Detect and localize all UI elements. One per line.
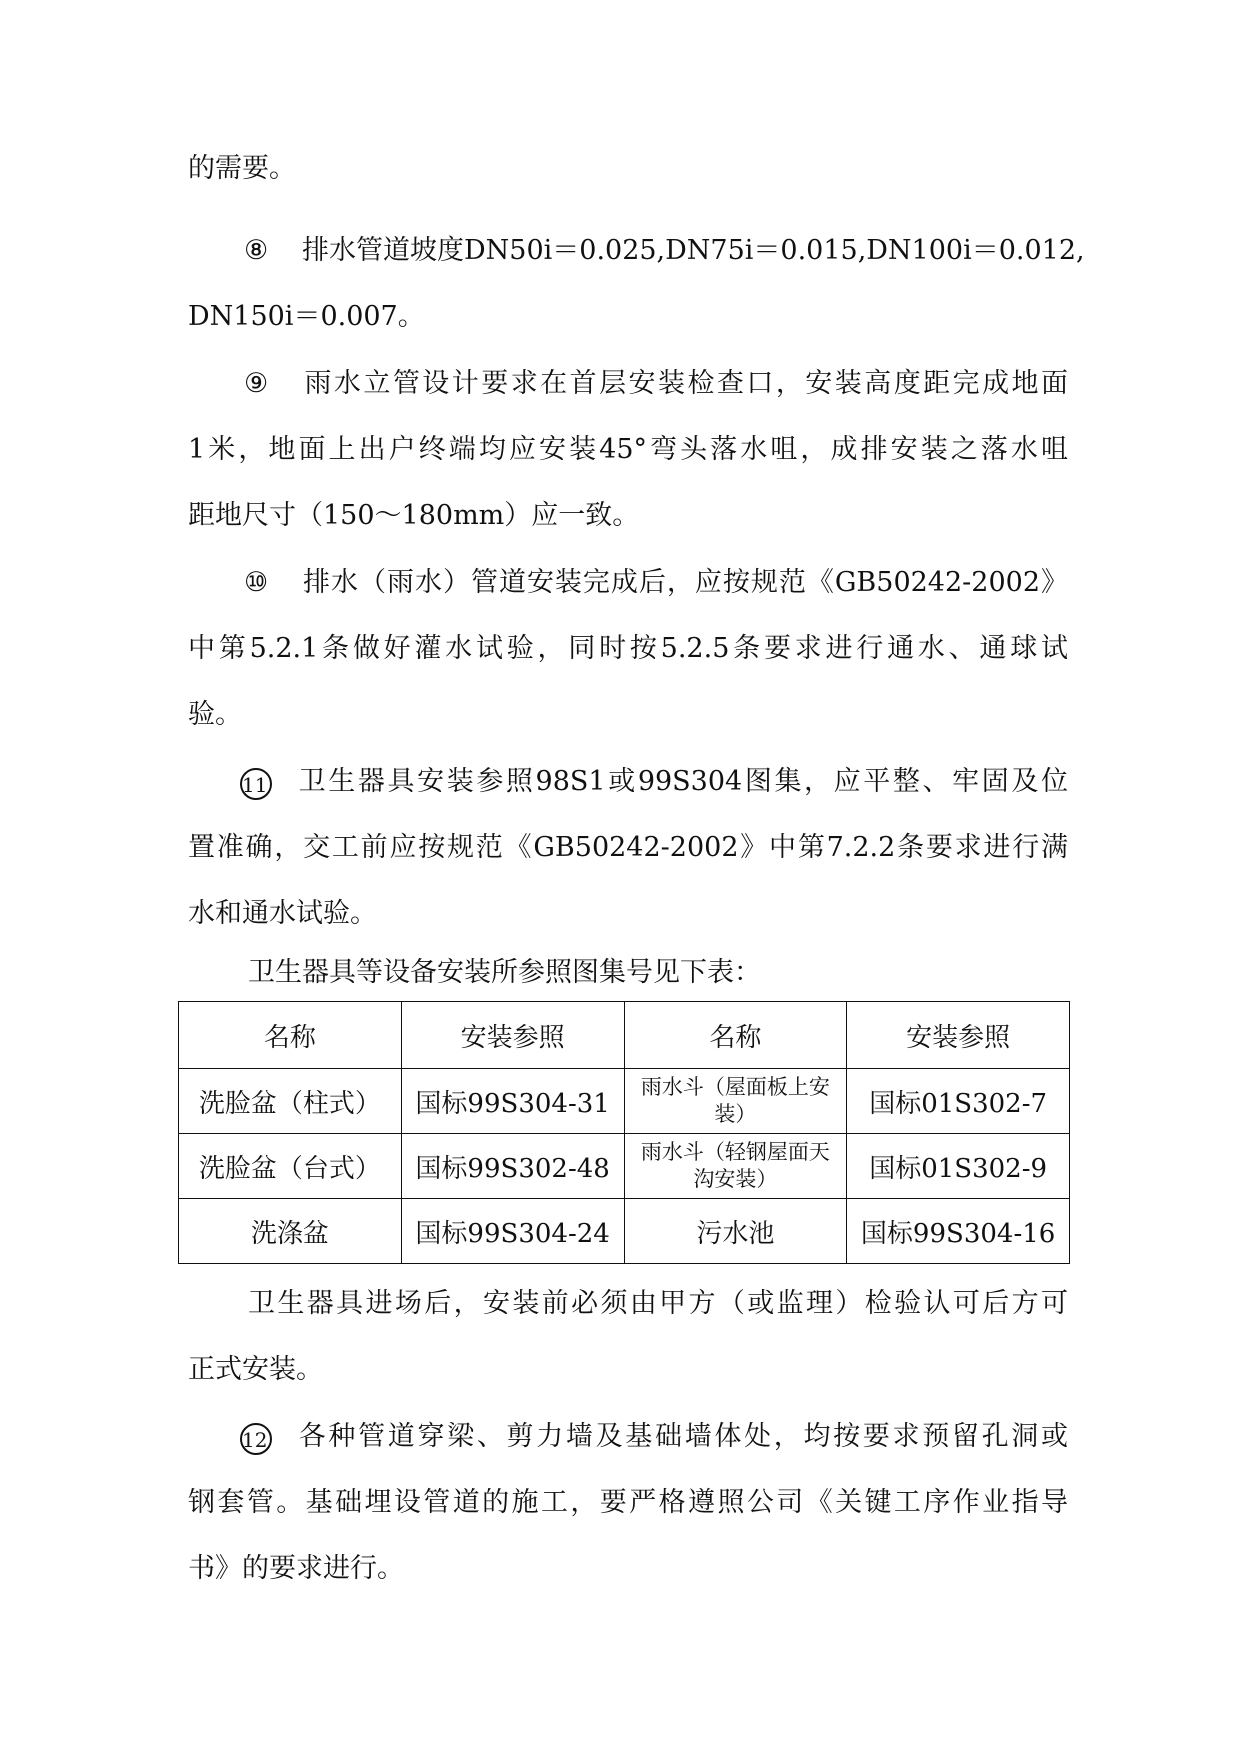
item-number: 12 xyxy=(240,1423,272,1455)
table-cell: 洗脸盆（柱式） xyxy=(179,1069,402,1134)
text-line: 中第5.2.1条做好灌水试验，同时按5.2.5条要求进行通水、通球试 xyxy=(188,633,1068,664)
item-10 xyxy=(244,563,1068,603)
text-line: 卫生器具进场后，安装前必须由甲方（或监理）检验认可后方可 xyxy=(248,1288,1068,1319)
item-9 xyxy=(244,364,1068,404)
item-11 xyxy=(240,762,1068,802)
header-cell: 名称 xyxy=(179,1002,402,1069)
item-number: ⑧ xyxy=(244,235,269,266)
text-line: DN150i＝0.007。 xyxy=(188,301,425,332)
table-row xyxy=(179,1199,1070,1264)
header-cell: 安装参照 xyxy=(401,1002,624,1069)
table-cell: 雨水斗（轻钢屋面天沟安装） xyxy=(624,1134,847,1199)
table-cell: 国标01S302-9 xyxy=(847,1134,1070,1199)
header-cell: 安装参照 xyxy=(847,1002,1070,1069)
text-line: 书》的要求进行。 xyxy=(188,1553,404,1584)
table-cell: 洗脸盆（台式） xyxy=(179,1134,402,1199)
item-text: 各种管道穿梁、剪力墙及基础墙体处，均按要求预留孔洞或 xyxy=(296,1421,1068,1452)
table-caption: 卫生器具等设备安装所参照图集号见下表： xyxy=(248,957,761,988)
item-text: 卫生器具安装参照98S1或99S304图集，应平整、牢固及位 xyxy=(296,766,1068,797)
item-number: ⑩ xyxy=(244,567,269,598)
text-line: 正式安装。 xyxy=(188,1354,323,1385)
text-line: 的需要。 xyxy=(188,153,296,184)
table-cell: 国标01S302-7 xyxy=(847,1069,1070,1134)
fixture-reference-table xyxy=(178,1001,1070,1264)
text-line: 1米，地面上出户终端均应安装45°弯头落水咀，成排安装之落水咀 xyxy=(188,434,1068,465)
item-12 xyxy=(240,1417,1068,1457)
item-text: 排水管道坡度DN50i＝0.025,DN75i＝0.015,DN100i＝0.012, xyxy=(302,235,1085,266)
header-cell: 名称 xyxy=(624,1002,847,1069)
text-line: 验。 xyxy=(188,699,242,730)
table-row xyxy=(179,1134,1070,1199)
item-number: ⑨ xyxy=(244,368,269,399)
table-cell: 国标99S304-16 xyxy=(847,1199,1070,1264)
text-line: 水和通水试验。 xyxy=(188,898,377,929)
table-cell: 污水池 xyxy=(624,1199,847,1264)
text-line: 距地尺寸（150～180mm）应一致。 xyxy=(188,500,640,531)
table-cell: 国标99S302-48 xyxy=(401,1134,624,1199)
table-row xyxy=(179,1069,1070,1134)
table-cell: 国标99S304-31 xyxy=(401,1069,624,1134)
item-8 xyxy=(244,231,1085,271)
item-text: 雨水立管设计要求在首层安装检查口，安装高度距完成地面 xyxy=(302,368,1068,399)
item-text: 排水（雨水）管道安装完成后，应按规范《GB50242-2002》 xyxy=(302,567,1068,598)
table-cell: 洗涤盆 xyxy=(179,1199,402,1264)
table-cell: 国标99S304-24 xyxy=(401,1199,624,1264)
text-line: 钢套管。基础埋设管道的施工，要严格遵照公司《关键工序作业指导 xyxy=(188,1487,1068,1518)
text-line: 置准确，交工前应按规范《GB50242-2002》中第7.2.2条要求进行满 xyxy=(188,832,1068,863)
table-cell: 雨水斗（屋面板上安装） xyxy=(624,1069,847,1134)
table-header-row xyxy=(179,1002,1070,1069)
item-number: 11 xyxy=(240,768,272,800)
